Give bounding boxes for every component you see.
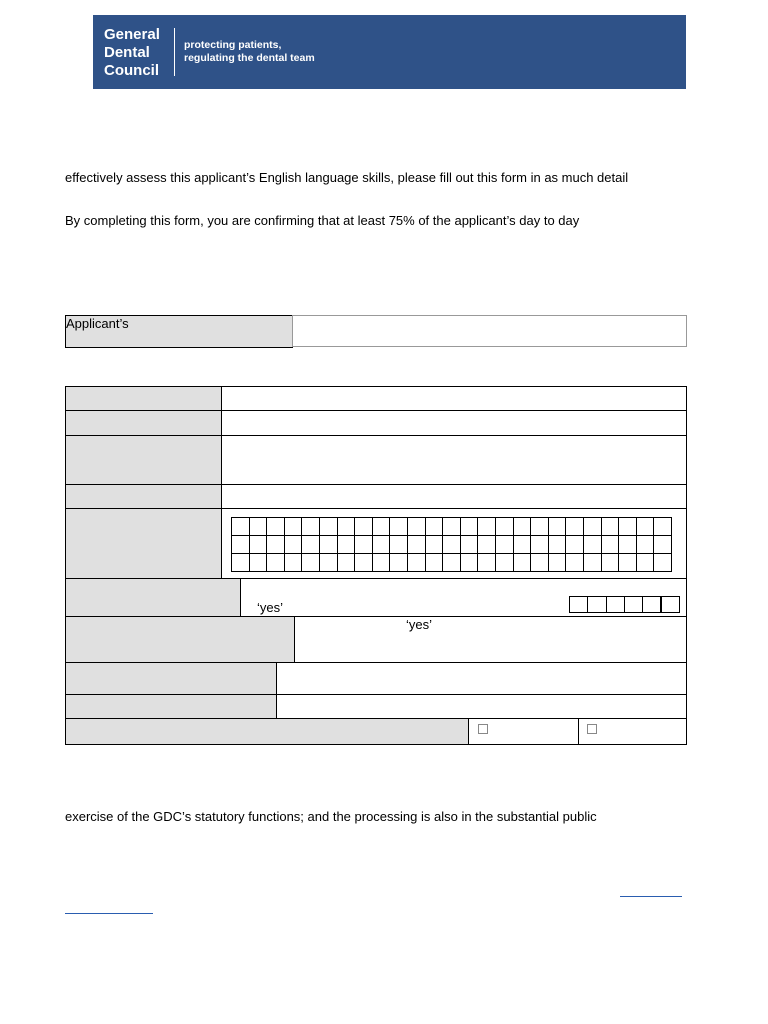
grid-cell[interactable] bbox=[337, 517, 356, 536]
grid-cell[interactable] bbox=[601, 535, 620, 554]
grid-cell[interactable] bbox=[442, 553, 461, 572]
grid-cell[interactable] bbox=[354, 517, 373, 536]
tagline bbox=[184, 39, 315, 65]
grid-cell[interactable] bbox=[513, 517, 532, 536]
grid-cell[interactable] bbox=[389, 517, 408, 536]
grid-cell[interactable] bbox=[319, 535, 338, 554]
grid-cell[interactable] bbox=[284, 517, 303, 536]
grid-cell[interactable] bbox=[624, 596, 643, 613]
row7-label bbox=[65, 616, 295, 663]
grid-cell[interactable] bbox=[231, 535, 250, 554]
grid-cell[interactable] bbox=[407, 517, 426, 536]
row9-label bbox=[65, 694, 277, 719]
grid-cell[interactable] bbox=[389, 535, 408, 554]
grid-cell[interactable] bbox=[548, 517, 567, 536]
grid-cell[interactable] bbox=[495, 553, 514, 572]
grid-cell[interactable] bbox=[618, 535, 637, 554]
grid-cell[interactable] bbox=[425, 517, 444, 536]
grid-cell[interactable] bbox=[642, 596, 661, 613]
row2-value[interactable] bbox=[221, 410, 687, 436]
grid-cell[interactable] bbox=[442, 535, 461, 554]
grid-cell[interactable] bbox=[460, 517, 479, 536]
grid-cell[interactable] bbox=[425, 535, 444, 554]
logo-line-1: General bbox=[104, 26, 160, 43]
grid-cell[interactable] bbox=[653, 553, 672, 572]
row9-value[interactable] bbox=[276, 694, 687, 719]
grid-cell[interactable] bbox=[372, 535, 391, 554]
grid-cell[interactable] bbox=[372, 517, 391, 536]
grid-cell[interactable] bbox=[513, 553, 532, 572]
grid-cell[interactable] bbox=[477, 517, 496, 536]
row10-option-2 bbox=[578, 718, 687, 745]
grid-cell[interactable] bbox=[530, 535, 549, 554]
grid-cell[interactable] bbox=[513, 535, 532, 554]
gdc-logo bbox=[104, 26, 160, 80]
grid-cell[interactable] bbox=[477, 553, 496, 572]
row3-value[interactable] bbox=[221, 435, 687, 485]
grid-cell[interactable] bbox=[266, 535, 285, 554]
grid-cell[interactable] bbox=[583, 517, 602, 536]
link-underline-2[interactable] bbox=[65, 913, 153, 914]
grid-cell[interactable] bbox=[661, 596, 680, 613]
applicant-label-cell bbox=[65, 315, 293, 348]
grid-cell[interactable] bbox=[319, 553, 338, 572]
grid-cell[interactable] bbox=[319, 517, 338, 536]
row3-label bbox=[65, 435, 222, 485]
grid-cell[interactable] bbox=[587, 596, 606, 613]
applicant-label: Applicant’s bbox=[66, 316, 129, 331]
row1-value[interactable] bbox=[221, 386, 687, 411]
grid-cell[interactable] bbox=[231, 553, 250, 572]
row4-label bbox=[65, 484, 222, 509]
yes-label-2: ‘yes’ bbox=[406, 617, 433, 632]
grid-cell[interactable] bbox=[477, 535, 496, 554]
logo-divider bbox=[174, 28, 175, 76]
grid-cell[interactable] bbox=[460, 553, 479, 572]
row5-label bbox=[65, 508, 222, 579]
grid-cell[interactable] bbox=[548, 535, 567, 554]
grid-cell[interactable] bbox=[249, 517, 268, 536]
yes-label-1: ‘yes’ bbox=[257, 600, 284, 615]
row8-label bbox=[65, 662, 277, 695]
tagline-line-1: protecting patients, bbox=[184, 39, 282, 51]
grid-cell[interactable] bbox=[389, 553, 408, 572]
grid-cell[interactable] bbox=[266, 553, 285, 572]
grid-cell[interactable] bbox=[530, 517, 549, 536]
grid-cell[interactable] bbox=[601, 553, 620, 572]
grid-cell[interactable] bbox=[606, 596, 625, 613]
intro-paragraph: effectively assess this applicant’s English language skills, please fill out this form in as much detail bbox=[65, 170, 629, 185]
row8-value[interactable] bbox=[276, 662, 687, 695]
row5-value bbox=[221, 508, 687, 579]
grid-cell[interactable] bbox=[653, 535, 672, 554]
grid-cell[interactable] bbox=[583, 553, 602, 572]
privacy-paragraph: exercise of the GDC’s statutory functions; and the processing is also in the substantial public bbox=[65, 809, 597, 824]
grid-cell[interactable] bbox=[266, 517, 285, 536]
grid-cell[interactable] bbox=[337, 535, 356, 554]
grid-cell[interactable] bbox=[425, 553, 444, 572]
row7-value[interactable] bbox=[294, 616, 687, 663]
grid-cell[interactable] bbox=[636, 553, 655, 572]
row10-option-1 bbox=[468, 718, 579, 745]
grid-cell[interactable] bbox=[354, 553, 373, 572]
row6-label bbox=[65, 578, 241, 617]
grid-cell[interactable] bbox=[249, 535, 268, 554]
grid-cell[interactable] bbox=[460, 535, 479, 554]
row4-value[interactable] bbox=[221, 484, 687, 509]
grid-cell[interactable] bbox=[495, 517, 514, 536]
grid-cell[interactable] bbox=[565, 535, 584, 554]
grid-cell[interactable] bbox=[231, 517, 250, 536]
checkbox-option-2[interactable] bbox=[587, 724, 597, 734]
tagline-line-2: regulating the dental team bbox=[184, 52, 315, 64]
grid-cell[interactable] bbox=[301, 517, 320, 536]
grid-cell[interactable] bbox=[653, 517, 672, 536]
link-underline-1[interactable] bbox=[620, 896, 682, 897]
grid-cell[interactable] bbox=[565, 553, 584, 572]
grid-cell[interactable] bbox=[284, 553, 303, 572]
grid-cell[interactable] bbox=[354, 535, 373, 554]
grid-cell[interactable] bbox=[337, 553, 356, 572]
header-banner bbox=[93, 15, 686, 89]
grid-cell[interactable] bbox=[601, 517, 620, 536]
grid-cell[interactable] bbox=[636, 535, 655, 554]
logo-line-2: Dental bbox=[104, 44, 150, 61]
grid-cell[interactable] bbox=[618, 517, 637, 536]
grid-cell[interactable] bbox=[442, 517, 461, 536]
grid-cell[interactable] bbox=[636, 517, 655, 536]
grid-cell[interactable] bbox=[569, 596, 588, 613]
grid-cell[interactable] bbox=[284, 535, 303, 554]
row6-value bbox=[240, 578, 687, 617]
grid-cell[interactable] bbox=[530, 553, 549, 572]
grid-cell[interactable] bbox=[301, 535, 320, 554]
row10-label bbox=[65, 718, 469, 745]
grid-cell[interactable] bbox=[372, 553, 391, 572]
grid-cell[interactable] bbox=[495, 535, 514, 554]
confirmation-paragraph: By completing this form, you are confirming that at least 75% of the applicant’s day to day bbox=[65, 213, 580, 228]
row1-label bbox=[65, 386, 222, 411]
grid-cell[interactable] bbox=[618, 553, 637, 572]
grid-cell[interactable] bbox=[583, 535, 602, 554]
grid-cell[interactable] bbox=[301, 553, 320, 572]
grid-cell[interactable] bbox=[249, 553, 268, 572]
grid-cell[interactable] bbox=[407, 553, 426, 572]
checkbox-option-1[interactable] bbox=[478, 724, 488, 734]
row2-label bbox=[65, 410, 222, 436]
grid-cell[interactable] bbox=[548, 553, 567, 572]
grid-cell[interactable] bbox=[407, 535, 426, 554]
grid-cell[interactable] bbox=[565, 517, 584, 536]
logo-line-3: Council bbox=[104, 62, 159, 79]
applicant-input-cell[interactable] bbox=[292, 315, 687, 347]
